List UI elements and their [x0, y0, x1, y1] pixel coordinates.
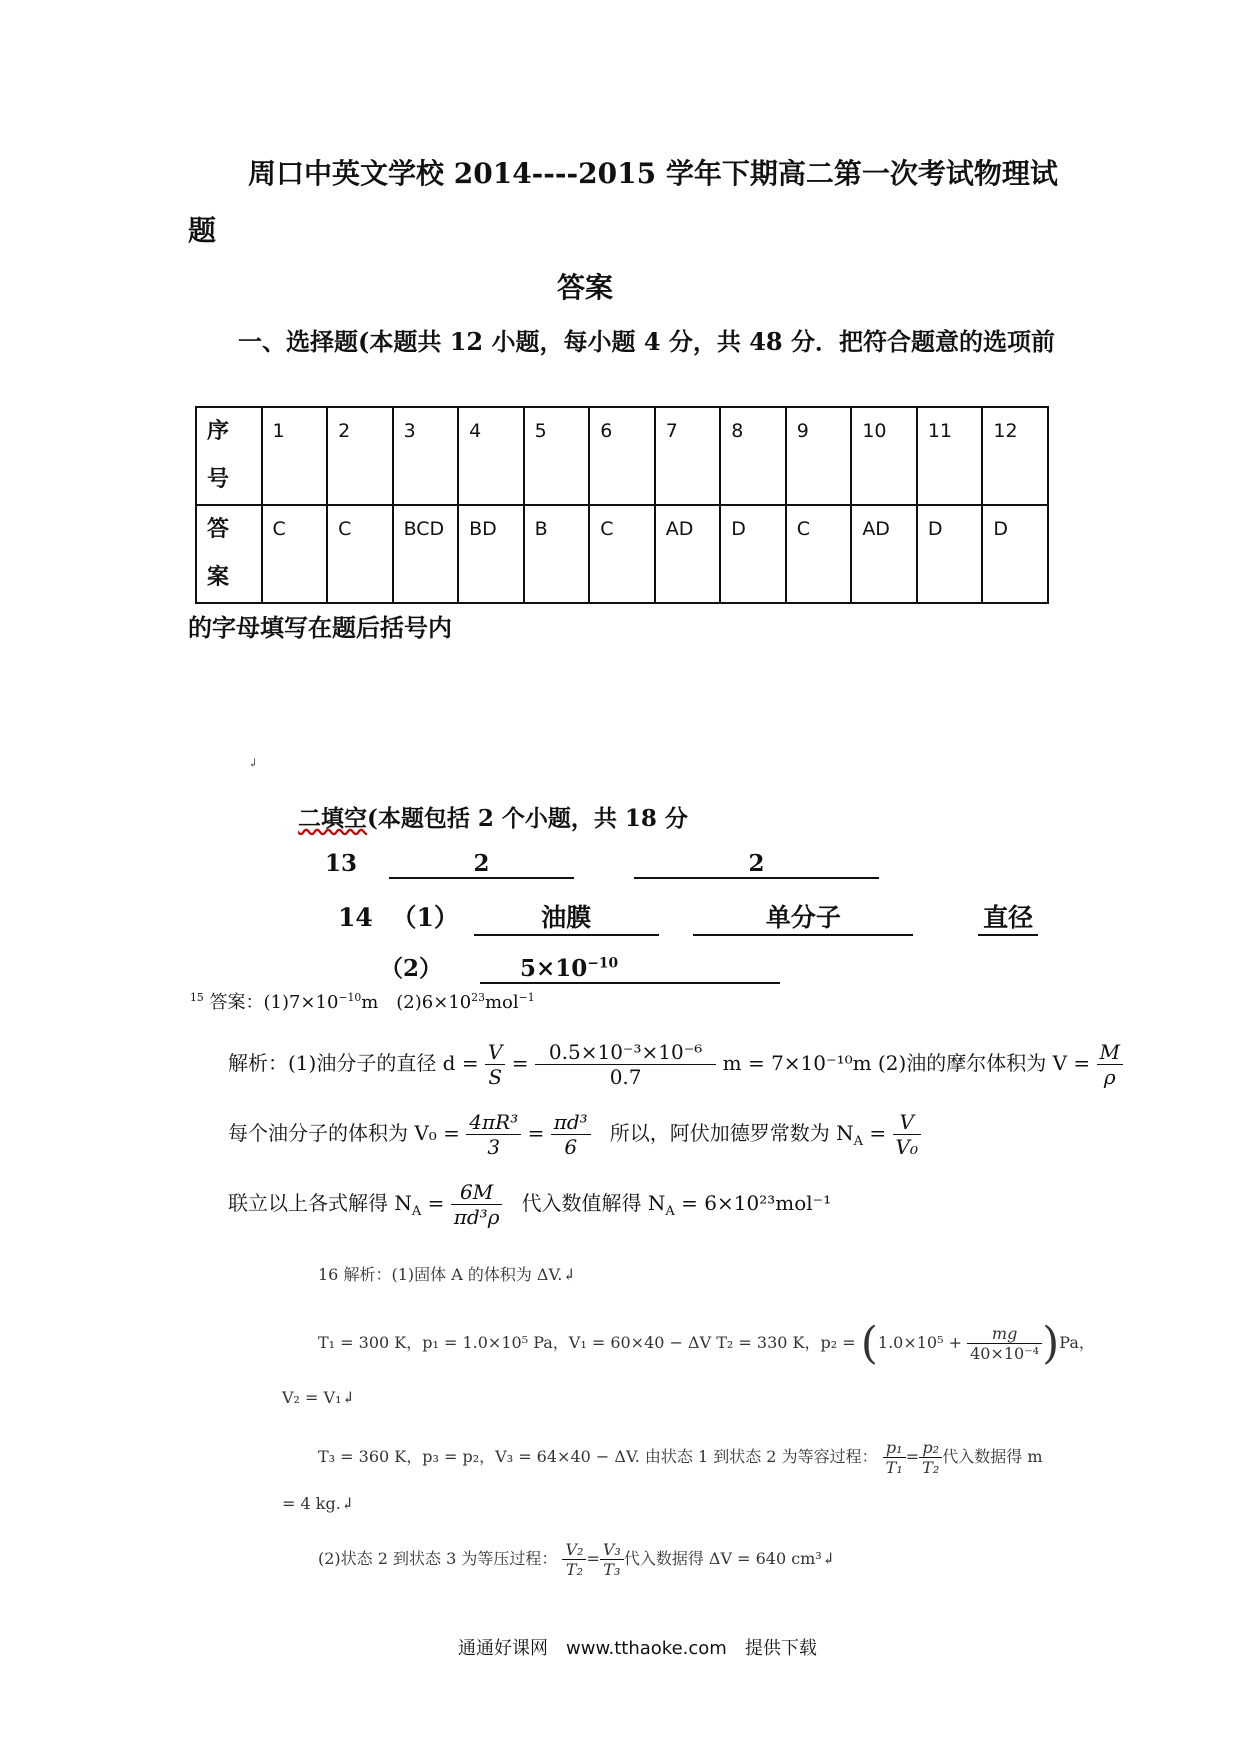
table-cell: AD: [655, 505, 721, 603]
q15-solution-line3: 联立以上各式解得 $N_A$ = $\frac{6M}{\text{πd³ρ}}$ 代入数值解得 $N_A = 6\times 10^{23}mol^{-1}$: [228, 1180, 832, 1229]
answer-blank: 直径: [978, 898, 1038, 936]
return-mark: ↲: [248, 756, 259, 770]
table-cell: B: [524, 505, 590, 603]
q16-line2: T₁ = 300 K，p₁ = 1.0×10⁵ Pa，V₁ = 60×40 − ΔV T₂ = 330 K，p₂ = (1.0×10⁵ + $\frac{mg}{\text{40×10⁻⁴}}$ )Pa，: [318, 1318, 1095, 1369]
table-cell: 1: [262, 407, 328, 505]
table-cell: D: [982, 505, 1048, 603]
fraction: $\frac{V}{S}$: [485, 1040, 505, 1089]
table-cell: 11: [917, 407, 983, 505]
table-cell: D: [917, 505, 983, 603]
table-cell: 6: [589, 407, 655, 505]
question-number: 13: [325, 850, 358, 877]
table-cell: 5: [524, 407, 590, 505]
answer-heading: 答案: [557, 271, 614, 304]
fraction: $\frac{\text{p₁}}{\text{T₁}}$: [883, 1438, 906, 1477]
question-number: 14: [338, 903, 373, 932]
fraction: $\frac{\text{p₂}}{\text{T₂}}$: [919, 1438, 942, 1477]
footer: 通通好课网 www.tthaoke.com 提供下载: [458, 1638, 817, 1659]
question-13: [325, 850, 879, 879]
question-14-part1: 14 （1） 油膜 单分子 直径: [338, 898, 1038, 936]
q15-solution-line2: 每个油分子的体积为 V₀ = $\frac{\text{4πR³}}{3}$ = $\frac{\text{πd³}}{6}$ 所以，阿伏加德罗常数为 $N_A$ = $\frac{V}{\text{V₀}}$: [228, 1110, 921, 1159]
table-cell: AD: [851, 505, 917, 603]
answer-blank: $5\times 10^{-10}$: [480, 955, 780, 984]
q15-solution-line1: 解析：(1)油分子的直径 d = $\frac{V}{S}$ = $\frac{\text{0.5×10⁻³×10⁻⁶}}{0.7}$ m = 7×10⁻¹⁰m (2)油的摩尔体积为 V = $\frac{M}{\rho}$: [228, 1040, 1123, 1089]
fraction: $\frac{M}{\rho}$: [1097, 1040, 1123, 1089]
q16-line6: (2)状态 2 到状态 3 为等压过程： $\frac{\text{V₂}}{\text{T₂}}$ = $\frac{\text{V₃}}{\text{T₃}}$ 代入数据得 ΔV = 640 cm³↲: [318, 1540, 836, 1579]
table-cell: 8: [720, 407, 786, 505]
table-cell: C: [262, 505, 328, 603]
fraction: $\frac{\text{πd³}}{6}$: [551, 1110, 591, 1159]
answer-blank: 2: [389, 850, 574, 879]
fraction: $\frac{\text{V₂}}{\text{T₂}}$: [562, 1540, 586, 1579]
question-14-part2: （2） $5\times 10^{-10}$: [380, 950, 780, 984]
table-cell: 10: [851, 407, 917, 505]
table-cell: 2: [327, 407, 393, 505]
answer-blank: 2: [634, 850, 879, 879]
fraction: $\frac{V}{\text{V₀}}$: [893, 1110, 921, 1159]
row-label-answer: 答案: [196, 505, 262, 603]
row-label-number: 序号: [196, 407, 262, 505]
q16-line3: V₂ = V₁↲: [282, 1388, 355, 1407]
fraction: $\frac{\text{0.5×10⁻³×10⁻⁶}}{0.7}$: [535, 1040, 716, 1089]
fraction: $\frac{\text{V₃}}{\text{T₃}}$: [600, 1540, 624, 1579]
answer-blank: 油膜: [474, 898, 659, 936]
question-15-answer: $^{15}$ 答案：$(1)7\times 10^{-10}m$ $(2)6\times 10^{23}mol^{-1}$: [190, 991, 535, 1013]
fraction: $\frac{6M}{\text{πd³ρ}}$: [451, 1180, 503, 1229]
fraction: $\frac{\text{4πR³}}{3}$: [466, 1110, 521, 1159]
section1-heading-tail: 的字母填写在题后括号内: [188, 613, 452, 642]
q16-line4: T₃ = 360 K，p₃ = p₂，V₃ = 64×40 − ΔV. 由状态 1 到状态 2 为等容过程： $\frac{\text{p₁}}{\text{T₁}}$ = $\frac{\text{p₂}}{\text{T₂}}$ 代入数据得 m: [318, 1438, 1043, 1477]
table-cell: BCD: [393, 505, 459, 603]
table-cell: 4: [458, 407, 524, 505]
fraction: $\frac{mg}{\text{40×10⁻⁴}}$: [967, 1324, 1042, 1363]
table-cell: 3: [393, 407, 459, 505]
table-cell: C: [589, 505, 655, 603]
document-title-continued: 题: [188, 214, 217, 247]
table-cell: 7: [655, 407, 721, 505]
table-cell: BD: [458, 505, 524, 603]
section2-heading: 二填空(本题包括 2 个小题，共 18 分: [298, 805, 688, 832]
q16-line5: = 4 kg.↲: [282, 1494, 355, 1513]
table-cell: 9: [786, 407, 852, 505]
table-cell: D: [720, 505, 786, 603]
table-row-answers: [196, 505, 1048, 603]
q16-line1: 16 解析：(1)固体 A 的体积为 ΔV.↲: [318, 1265, 576, 1284]
answer-table: [195, 406, 1049, 604]
section1-heading: 一、选择题(本题共 12 小题，每小题 4 分，共 48 分．把符合题意的选项前: [238, 327, 1055, 356]
document-title: 周口中英文学校 2014----2015 学年下期高二第一次考试物理试: [248, 157, 1058, 190]
table-cell: C: [786, 505, 852, 603]
table-cell: 12: [982, 407, 1048, 505]
answer-blank: 单分子: [693, 898, 913, 936]
table-row-numbers: [196, 407, 1048, 505]
table-cell: C: [327, 505, 393, 603]
